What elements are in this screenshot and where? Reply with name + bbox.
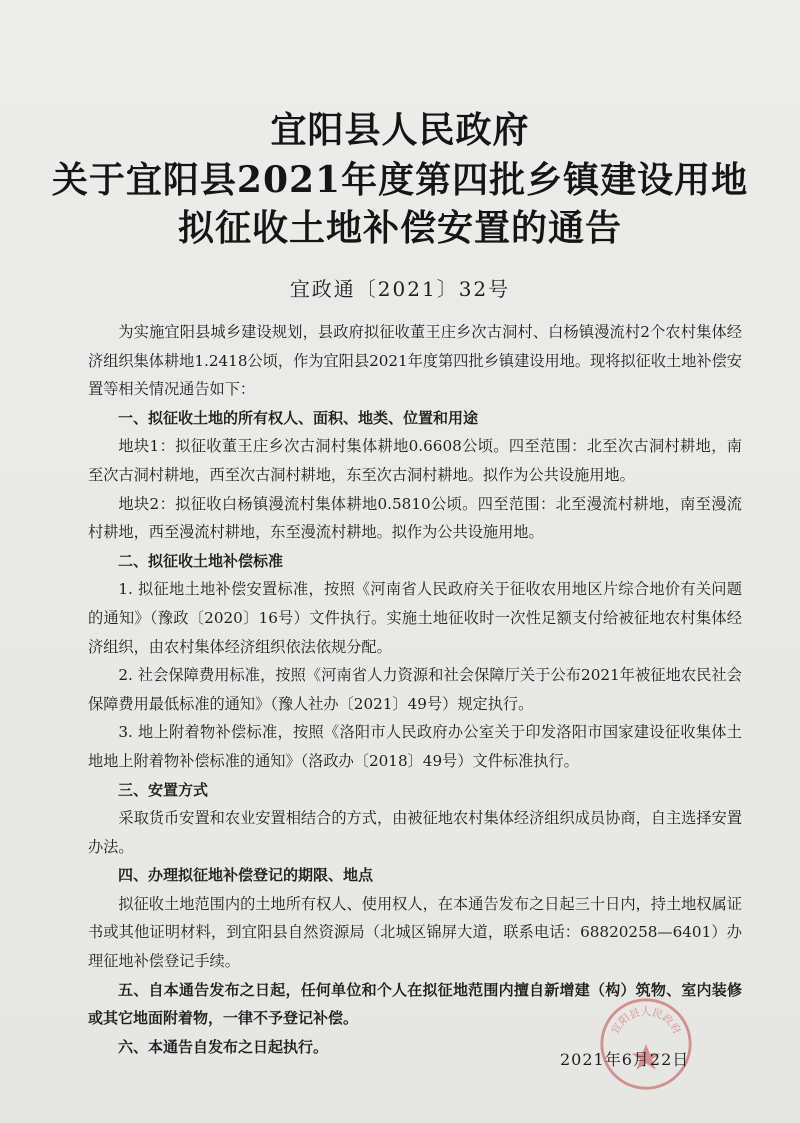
section-heading-4: 四、办理拟征地补偿登记的期限、地点 [118, 866, 374, 885]
paragraph-resettlement: 采取货币安置和农业安置相结合的方式，由被征地农村集体经济组织成员协商，自主选择安置办法。 [88, 809, 742, 856]
paragraph-standard-1: 1. 拟征地土地补偿安置标准，按照《河南省人民政府关于征收农用地区片综合地价有关问题的通知》（豫政〔2020〕16号）文件执行。实施土地征收时一次性足额支付给被征地农村集体经济组织，由农村集体经济组织依法依规分配。 [88, 580, 742, 656]
issue-date: 2021年6月22日 [560, 1050, 690, 1069]
paragraph-plot-2: 地块2：拟征收白杨镇漫流村集体耕地0.5810公顷。四至范围：北至漫流村耕地，南至漫流村耕地，西至漫流村耕地，东至漫流村耕地。拟作为公共设施用地。 [88, 494, 742, 542]
section-heading-5: 五、自本通告发布之日起，任何单位和个人在拟征地范围内擅自新增建（构）筑物、室内装修或其它地面附着物，一律不予登记补偿。 [88, 980, 742, 1028]
title-line-2: 关于宜阳县2021年度第四批乡镇建设用地 [51, 159, 749, 201]
document-body [88, 318, 742, 1061]
document-number: 宜政通〔2021〕32号 [289, 277, 511, 301]
paragraph-standard-3: 3. 地上附着物补偿标准，按照《洛阳市人民政府办公室关于印发洛阳市国家建设征收集体土地地上附着物补偿标准的通知》（洛政办〔2018〕49号）文件标准执行。 [88, 723, 742, 770]
paragraph-intro: 为实施宜阳县城乡建设规划，县政府拟征收董王庄乡次古洞村、白杨镇漫流村2个农村集体经济组织集体耕地1.2418公顷，作为宜阳县2021年度第四批乡镇建设用地。现将拟征收土地补偿安置等相关情况通告如下： [88, 323, 742, 399]
section-heading-1: 一、拟征收土地的所有权人、面积、地类、位置和用途 [118, 408, 479, 427]
paragraph-registration: 拟征收土地范围内的土地所有权人、使用权人，在本通告发布之日起三十日内，持土地权属证书或其他证明材料，到宜阳县自然资源局（北城区锦屏大道，联系电话：68820258—6401）办理征地补偿登记手续。 [88, 894, 742, 971]
seal-text: 宜阳县人民政府 [609, 1006, 683, 1037]
official-seal [598, 996, 694, 1092]
title-line-1: 宜阳县人民政府 [270, 109, 530, 151]
section-heading-6: 六、本通告自发布之日起执行。 [118, 1037, 329, 1056]
paragraph-standard-2: 2. 社会保障费用标准，按照《河南省人力资源和社会保障厅关于公布2021年被征地农民社会保障费用最低标准的通知》（豫人社办〔2021〕49号）规定执行。 [88, 666, 742, 713]
section-heading-2: 二、拟征收土地补偿标准 [118, 551, 284, 570]
title-line-3: 拟征收土地补偿安置的通告 [177, 207, 622, 249]
section-heading-3: 三、安置方式 [118, 780, 209, 799]
paragraph-plot-1: 地块1：拟征收董王庄乡次古洞村集体耕地0.6608公顷。四至范围：北至次古洞村耕地，南至次古洞村耕地，西至次古洞村耕地，东至次古洞村耕地。拟作为公共设施用地。 [88, 437, 742, 484]
